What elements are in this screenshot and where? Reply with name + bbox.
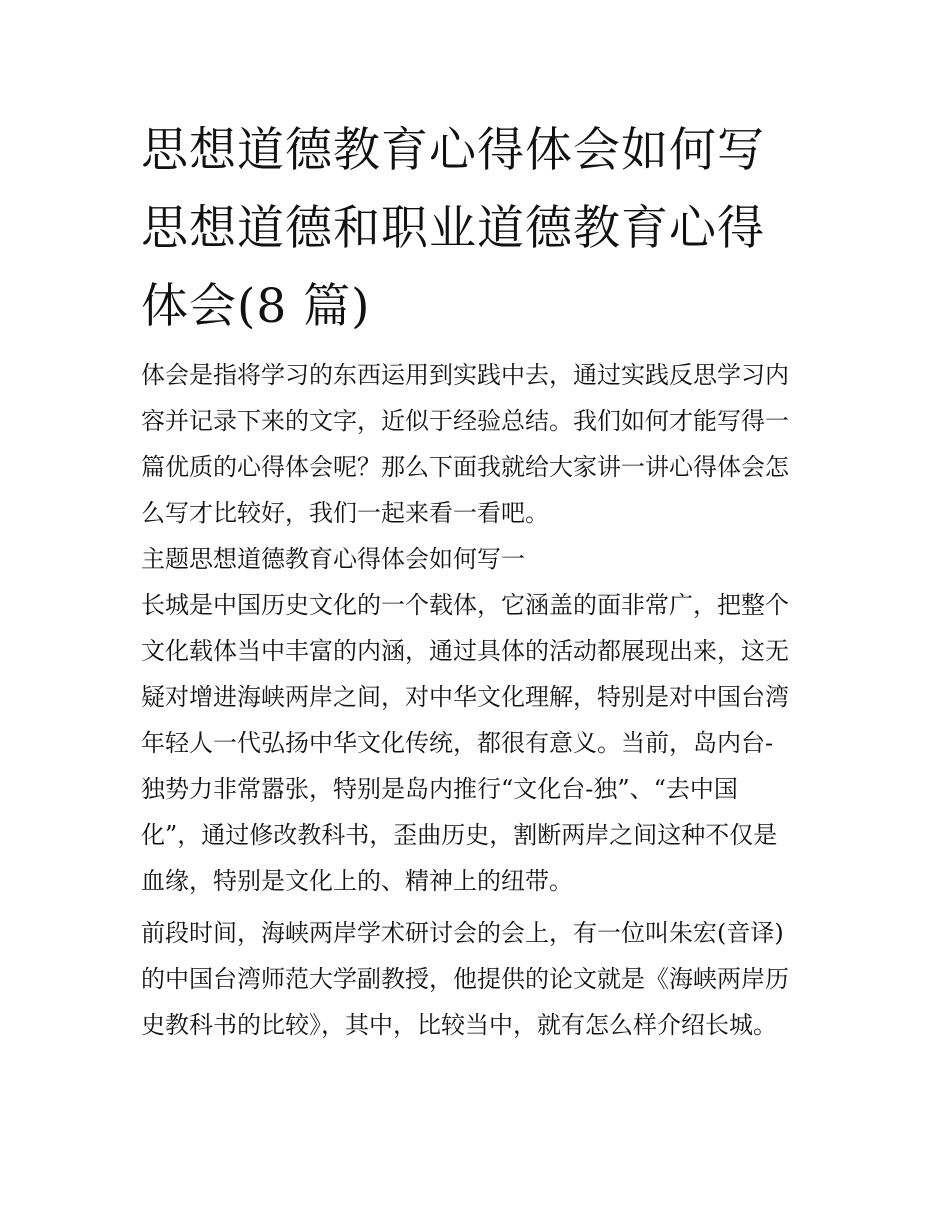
title-line: 思想道德教育心得体会如何写 xyxy=(141,123,765,178)
document-page xyxy=(141,112,813,1048)
text-line: 史教科书的比较》，其中，比较当中，就有怎么样介绍长城。 xyxy=(141,1011,777,1039)
text-line: 文化载体当中丰富的内涵，通过具体的活动都展现出来，这无 xyxy=(141,637,789,665)
text-line: 前段时间，海峡两岸学术研讨会的会上，有一位叫朱宏(音译) xyxy=(141,919,784,947)
text-line: 体会是指将学习的东西运用到实践中去，通过实践反思学习内 xyxy=(141,361,789,389)
text-line: 年轻人一代弘扬中华文化传统，都很有意义。当前，岛内台- xyxy=(141,729,774,757)
section-heading: 主题思想道德教育心得体会如何写一 xyxy=(141,545,525,573)
text-line: 么写才比较好，我们一起来看一看吧。 xyxy=(141,499,549,527)
title-line: 体会(8 篇) xyxy=(141,279,371,334)
text-line: 长城是中国历史文化的一个载体，它涵盖的面非常广，把整个 xyxy=(141,591,789,619)
intro-paragraph xyxy=(141,352,813,536)
text-line: 化”，通过修改教科书，歪曲历史，割断两岸之间这种不仅是 xyxy=(141,821,778,849)
text-line: 独势力非常嚣张，特别是岛内推行“文化台-独”、“去中国 xyxy=(141,775,738,803)
text-line: 的中国台湾师范大学副教授，他提供的论文就是《海峡两岸历 xyxy=(141,965,789,993)
title-line: 思想道德和职业道德教育心得 xyxy=(141,201,765,256)
text-line: 容并记录下来的文字，近似于经验总结。我们如何才能写得一 xyxy=(141,407,789,435)
text-line: 血缘，特别是文化上的、精神上的纽带。 xyxy=(141,867,573,895)
text-line: 篇优质的心得体会呢？那么下面我就给大家讲一讲心得体会怎 xyxy=(141,453,789,481)
body-paragraph-2 xyxy=(141,910,813,1048)
body-paragraph-1 xyxy=(141,582,813,904)
text-line: 疑对增进海峡两岸之间，对中华文化理解，特别是对中国台湾 xyxy=(141,683,789,711)
document-title xyxy=(141,112,813,346)
